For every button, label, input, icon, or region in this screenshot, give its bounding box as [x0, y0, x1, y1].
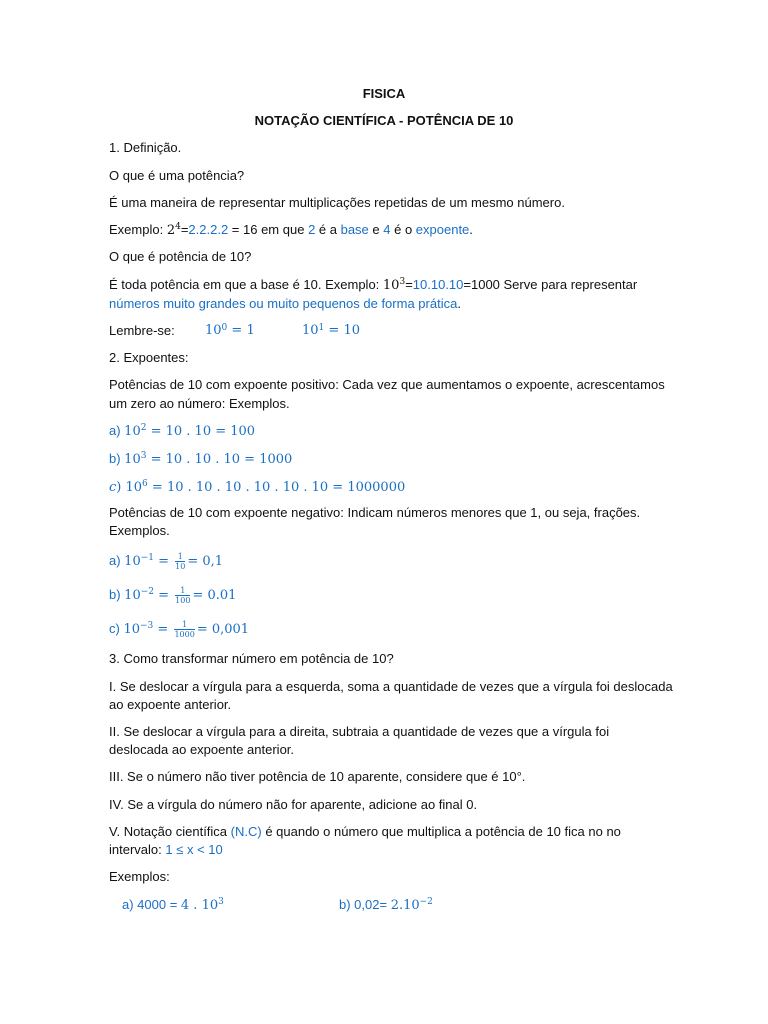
remember-2-exponent: 1	[318, 323, 325, 333]
rule-v-text-b: é quando o número que multiplica a potência de 10 fica no no	[261, 824, 621, 839]
final-a-math: 4 . 10	[180, 898, 219, 913]
final-example-a	[122, 896, 224, 915]
example-b-exponent: 3	[140, 451, 147, 461]
neg-a-exponent: −1	[140, 553, 154, 563]
positive-example-a	[109, 422, 255, 441]
power10-paragraph-line2	[109, 295, 461, 313]
neg-a-base: 10	[124, 554, 141, 569]
rule-ii-line1: II. Se deslocar a vírgula para a direita, subtraia a quantidade de vezes que a vírgula foi	[109, 724, 610, 739]
power10-exponent: 3	[399, 277, 406, 287]
neg-a-result: = 0,1	[187, 554, 224, 569]
remember-2-result: = 10	[324, 323, 360, 338]
neg-b-exponent: −2	[140, 587, 154, 597]
example-equals: =	[180, 222, 189, 237]
example-base: 2	[166, 223, 176, 238]
example-b-base: 10	[124, 452, 141, 467]
neg-b-label: b)	[109, 587, 125, 602]
example-a-exponent: 2	[140, 423, 147, 433]
power10-equals: =	[405, 277, 413, 292]
final-example-b	[339, 896, 433, 915]
neg-b-fraction	[175, 586, 190, 605]
rule-v-interval: 1 ≤ x < 10	[165, 842, 223, 857]
power10-multiplication: 10.10.10	[412, 277, 464, 292]
final-b-text: b) 0,02=	[339, 897, 391, 912]
neg-a-equals: =	[154, 554, 174, 569]
example-a-label: a)	[109, 423, 125, 438]
rule-v-interval-label: intervalo:	[109, 842, 166, 857]
power10-text-a: É toda potência em que a base é 10. Exemplo:	[109, 277, 383, 292]
power10-base: 10	[382, 278, 400, 293]
neg-c-exponent: −3	[140, 621, 154, 631]
positive-example-b	[109, 450, 292, 469]
example-text-3: e	[368, 222, 384, 237]
example-exponent: 4	[175, 222, 181, 232]
neg-b-result: = 0.01	[192, 588, 237, 603]
example-a-base: 10	[124, 424, 141, 439]
page-title: NOTAÇÃO CIENTÍFICA - POTÊNCIA DE 10	[254, 113, 514, 128]
neg-a-label: a)	[109, 553, 125, 568]
neg-c-result: = 0,001	[196, 622, 250, 637]
power10-highlight: números muito grandes ou muito pequenos de forma prática	[109, 296, 458, 311]
rule-v-nc: (N.C)	[230, 824, 262, 839]
definition-text: É uma maneira de representar multiplicações repetidas de um mesmo número.	[109, 195, 565, 210]
remember-1-base: 10	[205, 323, 222, 338]
neg-c-denominator: 1000	[174, 630, 195, 640]
example-a-result: = 10 . 10 = 100	[146, 424, 256, 439]
remember-1-result: = 1	[227, 323, 255, 338]
rule-i-line1: I. Se deslocar a vírgula para a esquerda, soma a quantidade de vezes que a vírgula foi deslocada	[109, 679, 673, 694]
rule-v-line2	[109, 841, 223, 859]
neg-a-denominator: 10	[175, 562, 186, 572]
final-a-exponent: 3	[218, 897, 224, 907]
example-c-base: 10	[125, 480, 143, 495]
remember-2-base: 10	[302, 323, 319, 338]
question-potencia: O que é uma potência?	[109, 168, 245, 183]
final-b-math: 2.10	[390, 898, 420, 913]
rule-i-line2: ao expoente anterior.	[109, 697, 232, 712]
remember-1-exponent: 0	[221, 323, 228, 333]
remember-formula-2	[302, 322, 360, 340]
power10-dot: .	[457, 296, 461, 311]
power10-paragraph-line1	[109, 276, 637, 295]
final-a-text: a) 4000 =	[122, 897, 181, 912]
neg-c-fraction	[174, 620, 194, 639]
rule-iii: III. Se o número não tiver potência de 10 aparente, considere que é 10°.	[109, 769, 526, 784]
neg-c-base: 10	[123, 622, 140, 637]
power10-text-b: =1000 Serve para representar	[463, 277, 638, 292]
final-b-exponent: −2	[419, 897, 433, 907]
rule-iv: IV. Se a vírgula do número não for aparente, adicione ao final 0.	[109, 797, 478, 812]
question-potencia-10: O que é potência de 10?	[109, 249, 252, 264]
example-exponent-word: expoente	[415, 222, 470, 237]
example-two: 2	[308, 222, 316, 237]
neg-b-equals: =	[154, 588, 174, 603]
example-multiplication: 2.2.2.2	[188, 222, 229, 237]
negative-example-a	[109, 551, 223, 572]
example-dot: .	[469, 222, 473, 237]
example-four: 4	[383, 222, 391, 237]
positive-exp-line2: um zero ao número: Exemplos.	[109, 396, 290, 411]
neg-b-base: 10	[124, 588, 141, 603]
rule-v-text-a: V. Notação científica	[109, 824, 231, 839]
examples-label: Exemplos:	[109, 869, 170, 884]
remember-formula-1	[205, 322, 255, 340]
section-1-heading: 1. Definição.	[109, 140, 182, 155]
example-text-4: é o	[390, 222, 416, 237]
remember-label: Lembre-se:	[109, 323, 175, 338]
neg-c-numerator: 1	[174, 620, 194, 630]
rule-ii-line2: deslocada ao expoente anterior.	[109, 742, 295, 757]
example-line	[109, 221, 473, 240]
subject-heading: FISICA	[362, 86, 406, 101]
positive-exp-line1: Potências de 10 com expoente positivo: Cada vez que aumentamos o expoente, acrescentamos	[109, 377, 665, 392]
example-label: Exemplo:	[109, 222, 167, 237]
neg-a-fraction	[175, 552, 185, 571]
example-c-exponent: 6	[142, 479, 148, 489]
example-c-label: 𝑐)	[109, 480, 126, 495]
neg-b-denominator: 100	[175, 596, 191, 606]
negative-example-b	[109, 585, 236, 606]
negative-exp-line2: Exemplos.	[109, 523, 170, 538]
example-text-2: é a	[315, 222, 341, 237]
neg-c-equals: =	[153, 622, 173, 637]
rule-v-line1	[109, 823, 621, 841]
negative-example-c	[109, 619, 249, 640]
example-c-result: = 10 . 10 . 10 . 10 . 10 . 10 = 1000000	[147, 480, 406, 495]
example-b-result: = 10 . 10 . 10 = 1000	[146, 452, 293, 467]
example-text-1: = 16 em que	[228, 222, 309, 237]
positive-example-c	[109, 478, 405, 497]
neg-a-numerator: 1	[175, 552, 185, 562]
neg-c-label: c)	[109, 621, 124, 636]
negative-exp-line1: Potências de 10 com expoente negativo: Indicam números menores que 1, ou seja, frações.	[109, 505, 641, 520]
example-base-word: base	[340, 222, 369, 237]
section-2-heading: 2. Expoentes:	[109, 350, 189, 365]
section-3-heading: 3. Como transformar número em potência de 10?	[109, 651, 394, 666]
neg-b-numerator: 1	[175, 586, 190, 596]
example-b-label: b)	[109, 451, 125, 466]
